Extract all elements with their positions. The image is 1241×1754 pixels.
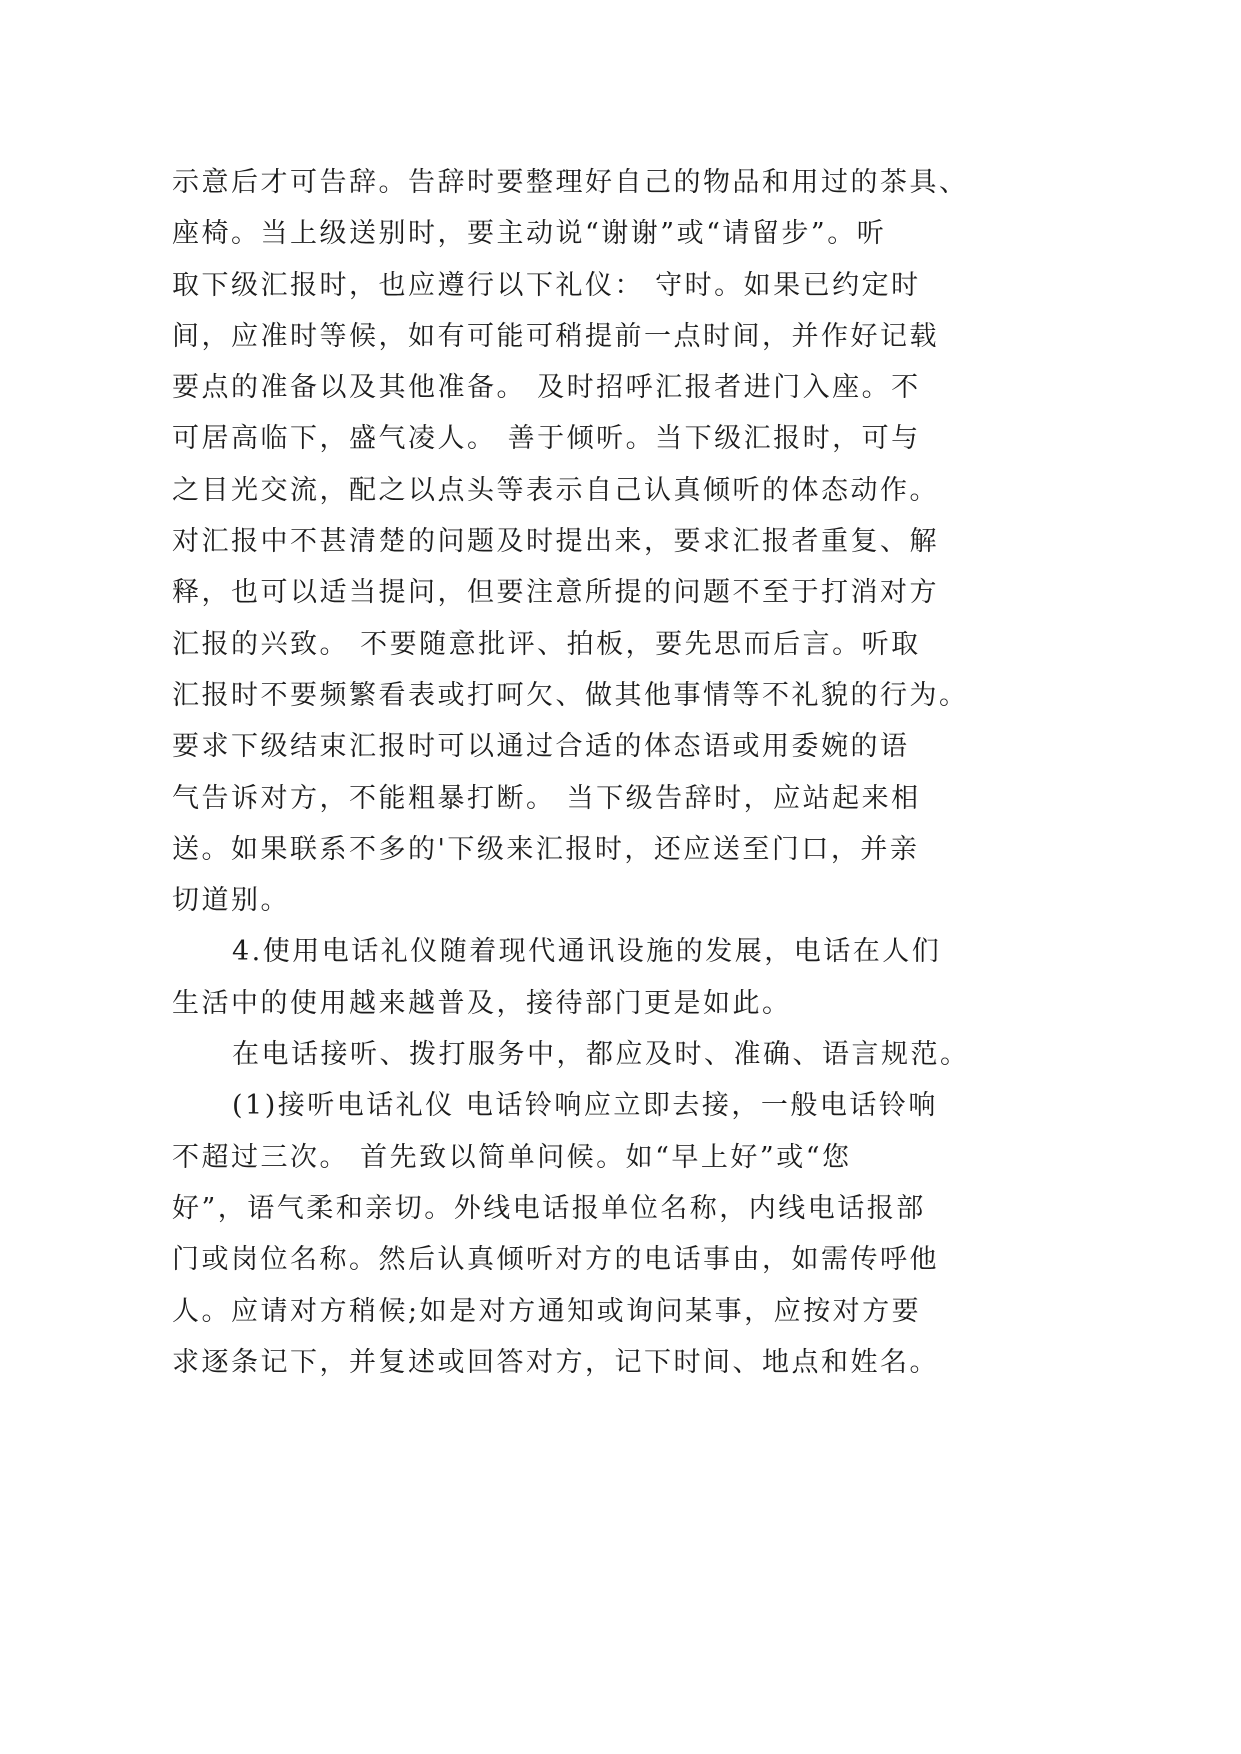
text-line: 4.使用电话礼仪随着现代通讯设施的发展，电话在人们 [232,936,942,968]
text-line: 切道别。 [172,885,290,917]
text-line: 在电话接听、拨打服务中，都应及时、准确、语言规范。 [232,1039,970,1071]
text-line: 对汇报中不甚清楚的问题及时提出来，要求汇报者重复、解 [172,526,939,558]
paragraph-subsection [172,1080,1241,1388]
text-line: 不超过三次。 首先致以简单问候。如“早上好”或“您 [172,1141,852,1173]
text-line: 之目光交流，配之以点头等表示自己认真倾听的体态动作。 [172,474,939,506]
text-line: 要点的准备以及其他准备。 及时招呼汇报者进门入座。不 [172,372,921,404]
text-line: 求逐条记下，并复述或回答对方，记下时间、地点和姓名。 [172,1346,939,1378]
text-line: 座椅。当上级送别时，要主动说“谢谢”或“请留步”。听 [172,218,887,250]
text-line: 释，也可以适当提问，但要注意所提的问题不至于打消对方 [172,577,939,609]
text-line: 汇报的兴致。 不要随意批评、拍板，要先思而后言。听取 [172,628,921,660]
text-line: 示意后才可告辞。告辞时要整理好自己的物品和用过的茶具、 [172,167,969,198]
paragraph [172,1029,1241,1080]
text-line: 可居高临下，盛气凌人。 善于倾听。当下级汇报时，可与 [172,423,921,455]
text-line: 气告诉对方，不能粗暴打断。 当下级告辞时，应站起来相 [172,782,921,814]
text-line: 生活中的使用越来越普及，接待部门更是如此。 [172,987,792,1019]
text-line: 送。如果联系不多的'下级来汇报时，还应送至门口，并亲 [172,833,920,865]
paragraph-section-heading [172,926,1241,1029]
text-line: 好”，语气柔和亲切。外线电话报单位名称，内线电话报部 [172,1192,926,1224]
text-line: 取下级汇报时，也应遵行以下礼仪： 守时。如果已约定时 [172,269,921,301]
text-line: (1)接听电话礼仪 电话铃响应立即去接，一般电话铃响 [232,1090,938,1122]
text-line: 间，应准时等候，如有可能可稍提前一点时间，并作好记载 [172,320,939,352]
text-line: 汇报时不要频繁看表或打呵欠、做其他事情等不礼貌的行为。 [172,679,969,711]
text-line: 人。应请对方稍候;如是对方通知或询问某事，应按对方要 [172,1295,922,1327]
paragraph [172,157,1241,926]
text-line: 门或岗位名称。然后认真倾听对方的电话事由，如需传呼他 [172,1244,939,1276]
text-line: 要求下级结束汇报时可以通过合适的体态语或用委婉的语 [172,731,910,763]
